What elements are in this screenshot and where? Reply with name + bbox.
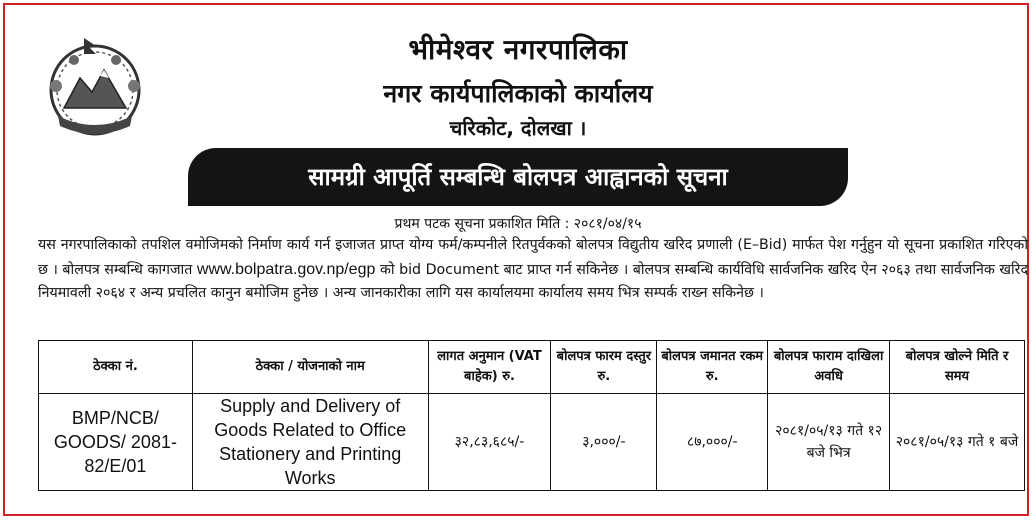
- cell-project-name: Supply and Delivery of Goods Related to Office Stationery and Printing Works: [192, 394, 428, 491]
- municipality-name: भीमेश्वर नगरपालिका: [408, 33, 628, 66]
- notice-body: [38, 234, 1028, 306]
- cell-bid-security: ८७,०००/-: [657, 394, 768, 491]
- notice-text-part1: यस नगरपालिकाको तपशिल वमोजिमको निर्माण कार्य गर्न इजाजत प्राप्त योग्य फर्म/कम्पनीले रितपुर्वकको बोलपत्र विद्युतीय खरिद प्रणाली (E–Bid) मार्फत पेश गर्नुहुन यो सूचना प्रकाशित गरिएको छ । बोलपत्र सम्बन्धि कागजात: [38, 237, 1028, 278]
- cell-contract-no: BMP/NCB/ GOODS/ 2081-82/E/01: [39, 394, 193, 491]
- publish-date: प्रथम पटक सूचना प्रकाशित मिति : २०८१/०४/१५: [394, 216, 642, 232]
- col-header-bid-security: बोलपत्र जमानत रकम रु.: [657, 341, 768, 394]
- col-header-opening-datetime: बोलपत्र खोल्ने मिति र समय: [890, 341, 1025, 394]
- office-name: नगर कार्यपालिकाको कार्यालय: [383, 79, 653, 108]
- bolpatra-link[interactable]: www.bolpatra.gov.np/egp: [196, 260, 376, 278]
- cell-form-fee: ३,०००/-: [551, 394, 657, 491]
- col-header-project-name: ठेक्का / योजनाको नाम: [192, 341, 428, 394]
- table-header-row: [39, 341, 1025, 394]
- bid-table: [38, 340, 1025, 491]
- notice-text-part2: को bid Document बाट प्राप्त गर्न सकिनेछ । बोलपत्र सम्बन्धि कार्यविधि सार्वजनिक खरिद ऐन २०६३ तथा सार्वजनिक खरिद नियमावली २०६४ र अन्य प्रचलित कानुन बमोजिम हुनेछ । अन्य जानकारीका लागि यस कार्यालयमा कार्यालय समय भित्र सम्पर्क राख्न सकिनेछ ।: [38, 261, 1028, 301]
- office-address: चरिकोट, दोलखा ।: [449, 116, 587, 140]
- table-row: [39, 394, 1025, 491]
- notice-heading: सामग्री आपूर्ति सम्बन्धि बोलपत्र आह्वानको सूचना: [188, 148, 848, 206]
- col-header-cost-estimate: लागत अनुमान (VAT बाहेक) रु.: [428, 341, 551, 394]
- col-header-submission-deadline: बोलपत्र फाराम दाखिला अवधि: [768, 341, 890, 394]
- cell-cost-estimate: ३२,८३,६८५/-: [428, 394, 551, 491]
- cell-opening-datetime: २०८१/०५/१३ गते १ बजे: [890, 394, 1025, 491]
- cell-submission-deadline: २०८१/०५/१३ गते १२ बजे भित्र: [768, 394, 890, 491]
- col-header-contract-no: ठेक्का नं.: [39, 341, 193, 394]
- col-header-form-fee: बोलपत्र फारम दस्तुर रु.: [551, 341, 657, 394]
